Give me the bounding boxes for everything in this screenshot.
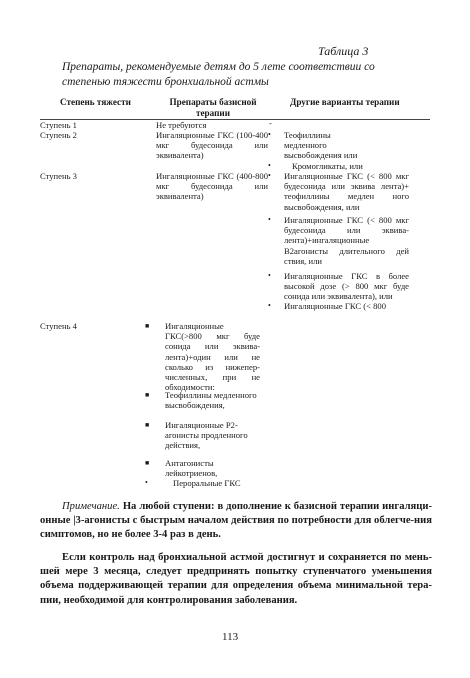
bullet-icon bbox=[268, 215, 271, 224]
body-paragraph: Если контроль над бронхиальной астмой достигнут и сохраняется по мень-шей мере 3 месяца, следует предпринять попытку ступенчатого уменьшения объема поддерживающей терапии для определения объема минимальной тера-пии, необходимой для контролирования заболевания. bbox=[40, 552, 432, 606]
header-other-therapy: Другие варианты терапии bbox=[290, 97, 400, 107]
square-bullet-icon bbox=[145, 391, 149, 399]
stage-4-basis-item: Ингаляционные ГКС(>800 мкг буде сонида или эквива-лента)+один или не сколько из нижепер-численных, при не обходимости: bbox=[165, 321, 260, 393]
table-caption: Препараты, рекомендуемые детям до 5 лете соответствии со степенью тяжести бронхиальной астмы bbox=[62, 61, 375, 88]
bullet-icon bbox=[145, 478, 148, 487]
stage-2-basis: Ингаляционные ГКС (100-400 мкг будесонида или эквивалента) bbox=[156, 130, 268, 161]
stage-2-other-item: Теофиллины медленного высвобождения или bbox=[284, 130, 358, 161]
page-number: 113 bbox=[222, 631, 239, 643]
stage-1-other: - bbox=[269, 118, 272, 128]
header-rule bbox=[40, 119, 430, 120]
stage-3-other-item: Ингаляционные ГКС (< 800 мкг будесонида или эквива-лента)+ингаляционные В2агонисты длительного дей ствия, или bbox=[284, 215, 409, 266]
bullet-icon bbox=[268, 171, 271, 180]
stage-2-other-item: Кромогликаты, или bbox=[292, 161, 363, 171]
bullet-icon bbox=[268, 271, 271, 280]
stage-3-other-item: Ингаляционные ГКС в более высокой дозе (> 800 мкг буде сонида или эквивалента), или bbox=[284, 271, 409, 302]
stage-4-label: Ступень 4 bbox=[40, 321, 77, 331]
bullet-icon bbox=[268, 161, 271, 170]
stage-3-basis: Ингаляционные ГКС (400-800 мкг будесонида или эквивалента) bbox=[156, 171, 268, 202]
stage-4-basis-item: Антагонисты лейкотриенов, bbox=[165, 458, 218, 479]
stage-4-basis-item: Теофиллины медленного высвобождения, bbox=[165, 390, 257, 411]
table-label: Таблица 3 bbox=[318, 44, 369, 58]
square-bullet-icon bbox=[145, 421, 149, 429]
table-note bbox=[40, 500, 432, 543]
header-basic-therapy: Препараты базисной терапии bbox=[169, 97, 257, 118]
square-bullet-icon bbox=[145, 459, 149, 467]
stage-4-basis-item: Пероральные ГКС bbox=[173, 478, 241, 488]
stage-3-label: Ступень 3 bbox=[40, 171, 77, 181]
bullet-icon bbox=[268, 130, 271, 139]
stage-1-label: Ступень 1 bbox=[40, 120, 77, 130]
stage-3-other-item: Ингаляционные ГКС (< 800 мкг будесонида или эквива лента)+ теофиллины медлен ного высвобождения, или bbox=[284, 171, 409, 212]
note-text: На любой ступени: в дополнение к базисной терапии ингаляци-онные |3-агонисты с быстрым началом действия по потребности для облегче-ния симптомов, но не более 3-4 раз в день. bbox=[40, 501, 432, 541]
stage-3-other-item: Ингаляционные ГКС (< 800 bbox=[284, 301, 387, 311]
square-bullet-icon bbox=[145, 322, 149, 330]
bullet-icon bbox=[268, 301, 271, 310]
stage-1-basis: Не требуются bbox=[156, 120, 207, 130]
stage-4-basis-item: Ингаляционные Р2-агонисты продленного действия, bbox=[165, 420, 248, 451]
note-label: Примечание. bbox=[62, 501, 120, 512]
header-severity: Степень тяжести bbox=[60, 97, 131, 107]
stage-2-label: Ступень 2 bbox=[40, 130, 77, 140]
